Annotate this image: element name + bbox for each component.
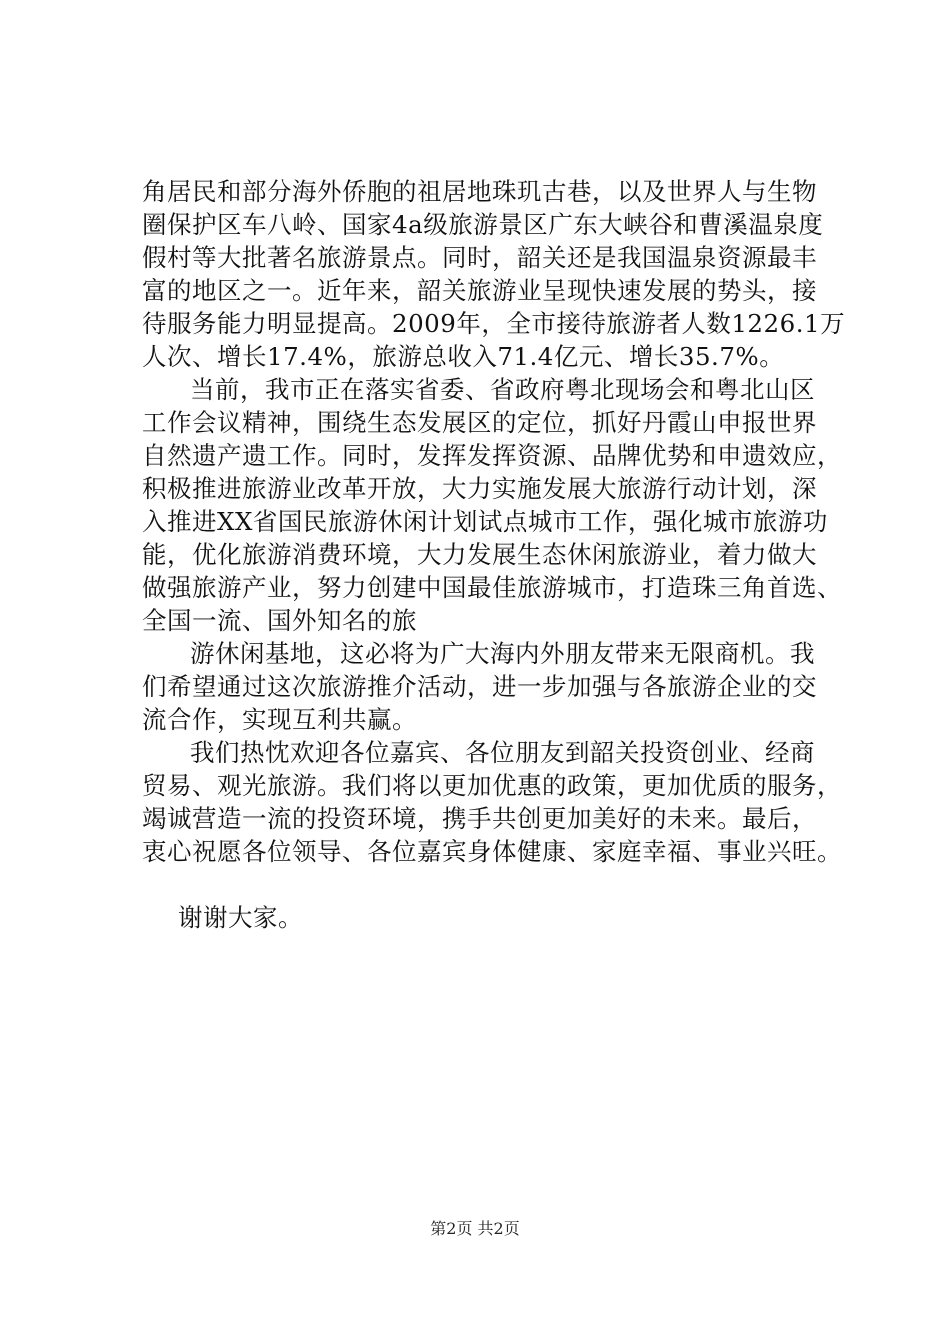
body-text-line: 积极推进旅游业改革开放，大力实施发展大旅游行动计划，深 <box>142 474 817 503</box>
paragraph-start-line: 当前，我市正在落实省委、省政府粤北现场会和粤北山区 <box>190 375 815 404</box>
body-text-line: 角居民和部分海外侨胞的祖居地珠玑古巷，以及世界人与生物 <box>142 177 817 206</box>
body-text-line: 工作会议精神，围绕生态发展区的定位，抓好丹霞山申报世界 <box>142 408 817 437</box>
body-text-line: 竭诚营造一流的投资环境，携手共创更加美好的未来。最后， <box>142 804 817 833</box>
body-text-line: 待服务能力明显提高。2009年，全市接待旅游者人数1226.1万 <box>142 309 846 338</box>
body-text-line: 做强旅游产业，努力创建中国最佳旅游城市，打造珠三角首选、 <box>142 573 842 602</box>
paragraph-start-line: 游休闲基地，这必将为广大海内外朋友带来无限商机。我 <box>190 639 815 668</box>
body-text-line: 入推进XX省国民旅游休闲计划试点城市工作，强化城市旅游功 <box>142 507 828 536</box>
page-number-footer: 第2页 共2页 <box>430 1219 520 1238</box>
body-text-line: 富的地区之一。近年来，韶关旅游业呈现快速发展的势头，接 <box>142 276 817 305</box>
body-text-line: 能，优化旅游消费环境，大力发展生态休闲旅游业，着力做大 <box>142 540 817 569</box>
body-text-line: 们希望通过这次旅游推介活动，进一步加强与各旅游企业的交 <box>142 672 817 701</box>
body-text-line: 圈保护区车八岭、国家4a级旅游景区广东大峡谷和曹溪温泉度 <box>142 210 824 239</box>
closing-line: 谢谢大家。 <box>178 903 303 932</box>
body-text-line: 衷心祝愿各位领导、各位嘉宾身体健康、家庭幸福、事业兴旺。 <box>142 837 842 866</box>
body-text-line: 贸易、观光旅游。我们将以更加优惠的政策，更加优质的服务， <box>142 771 842 800</box>
body-text-line: 假村等大批著名旅游景点。同时，韶关还是我国温泉资源最丰 <box>142 243 817 272</box>
paragraph-start-line: 我们热忱欢迎各位嘉宾、各位朋友到韶关投资创业、经商 <box>190 738 815 767</box>
body-text-line: 人次、增长17.4%，旅游总收入71.4亿元、增长35.7%。 <box>142 342 785 371</box>
body-text-line: 流合作，实现互利共赢。 <box>142 705 417 734</box>
body-text-line: 全国一流、国外知名的旅 <box>142 606 417 635</box>
body-text-line: 自然遗产遗工作。同时，发挥发挥资源、品牌优势和申遗效应， <box>142 441 842 470</box>
